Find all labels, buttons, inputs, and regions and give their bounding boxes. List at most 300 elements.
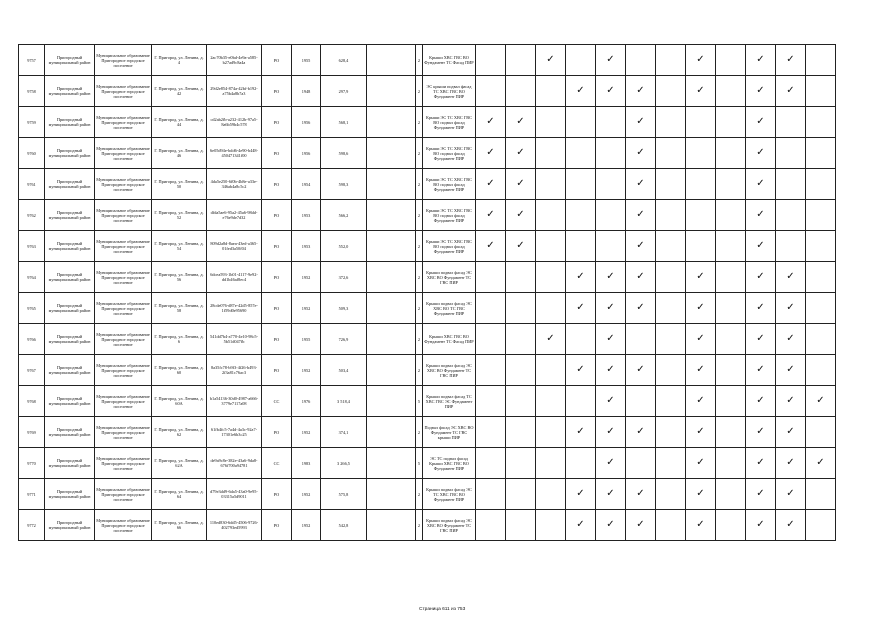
check-mark-icon: ✓ xyxy=(636,147,645,158)
check-mark-icon: ✓ xyxy=(786,333,795,344)
work-check-cell xyxy=(656,510,686,541)
floors-cell: 5 xyxy=(416,386,423,417)
work-check-cell xyxy=(776,448,806,479)
work-check-cell xyxy=(776,324,806,355)
work-check-cell xyxy=(536,386,566,417)
district-cell: Пригородный муниципальный район xyxy=(45,262,95,293)
works-cell: ЭС ТС подвал фасад Крыши ХВС ГВС ВО Фундамент ПИР xyxy=(423,448,476,479)
table-row xyxy=(19,45,836,76)
house-id-cell: dfda5ae6-95a2-45a6-98dd-e76e9de7d32 xyxy=(207,200,262,231)
work-check-cell xyxy=(626,355,656,386)
work-check-cell xyxy=(686,45,716,76)
work-check-cell xyxy=(506,324,536,355)
work-check-cell xyxy=(476,45,506,76)
address-cell: Г. Пригород, ул. Ленина, д. 62 xyxy=(152,417,207,448)
work-check-cell xyxy=(806,355,836,386)
housing-table xyxy=(18,44,836,541)
table-row xyxy=(19,262,836,293)
work-check-cell xyxy=(746,324,776,355)
work-check-cell xyxy=(806,231,836,262)
blank-cell xyxy=(367,417,416,448)
work-check-cell xyxy=(566,76,596,107)
work-check-cell xyxy=(566,107,596,138)
area-cell: 628,4 xyxy=(321,45,367,76)
check-mark-icon: ✓ xyxy=(786,271,795,282)
year-cell: 1953 xyxy=(292,231,321,262)
check-mark-icon: ✓ xyxy=(606,54,615,65)
house-id-cell: 8a35fc78-b9f3-4f26-b493-2f3a81c76ac3 xyxy=(207,355,262,386)
work-check-cell xyxy=(596,107,626,138)
district-cell: Пригородный муниципальный район xyxy=(45,386,95,417)
wall-material-cell: РО xyxy=(262,169,292,200)
work-check-cell xyxy=(626,417,656,448)
work-check-cell xyxy=(596,510,626,541)
row-number: 9759 xyxy=(19,107,45,138)
work-check-cell xyxy=(476,138,506,169)
area-cell: 566,2 xyxy=(321,200,367,231)
work-check-cell xyxy=(506,479,536,510)
floors-cell: 2 xyxy=(416,479,423,510)
check-mark-icon: ✓ xyxy=(576,519,585,530)
work-check-cell xyxy=(536,76,566,107)
work-check-cell xyxy=(806,138,836,169)
check-mark-icon: ✓ xyxy=(636,426,645,437)
check-mark-icon: ✓ xyxy=(696,302,705,313)
settlement-cell: Муниципальное образование Пригородное городское поселение xyxy=(95,510,152,541)
check-mark-icon: ✓ xyxy=(696,54,705,65)
row-number: 9771 xyxy=(19,479,45,510)
floors-cell: 2 xyxy=(416,262,423,293)
address-cell: Г. Пригород, ул. Ленина, д. 58 xyxy=(152,293,207,324)
work-check-cell xyxy=(476,107,506,138)
work-check-cell xyxy=(656,293,686,324)
check-mark-icon: ✓ xyxy=(606,271,615,282)
work-check-cell xyxy=(746,169,776,200)
wall-material-cell: РО xyxy=(262,76,292,107)
address-cell: Г. Пригород, ул. Ленина, д. 64 xyxy=(152,479,207,510)
table-row xyxy=(19,231,836,262)
work-check-cell xyxy=(536,293,566,324)
work-check-cell xyxy=(626,76,656,107)
district-cell: Пригородный муниципальный район xyxy=(45,231,95,262)
work-check-cell xyxy=(566,479,596,510)
work-check-cell xyxy=(506,200,536,231)
work-check-cell xyxy=(536,200,566,231)
check-mark-icon: ✓ xyxy=(786,302,795,313)
work-check-cell xyxy=(596,262,626,293)
work-check-cell xyxy=(806,510,836,541)
row-number: 9768 xyxy=(19,386,45,417)
page-footer: Страница 611 из 753 xyxy=(419,607,466,612)
work-check-cell xyxy=(626,324,656,355)
address-cell: Г. Пригород, ул. Ленина, д. 46 xyxy=(152,138,207,169)
work-check-cell xyxy=(506,386,536,417)
address-cell: Г. Пригород, ул. Ленина, д. 42 xyxy=(152,76,207,107)
check-mark-icon: ✓ xyxy=(696,271,705,282)
work-check-cell xyxy=(776,76,806,107)
works-cell: Крыши подвал фасад ТС ХВС ГВС ЭС Фундамент ПИР xyxy=(423,386,476,417)
floors-cell: 2 xyxy=(416,417,423,448)
work-check-cell xyxy=(656,200,686,231)
work-check-cell xyxy=(476,293,506,324)
floors-cell: 2 xyxy=(416,107,423,138)
work-check-cell xyxy=(806,107,836,138)
work-check-cell xyxy=(536,45,566,76)
work-check-cell xyxy=(566,293,596,324)
work-check-cell xyxy=(746,448,776,479)
works-cell: Крыши подвал фасад ЭС ХВС ВО Фундамент ТС ГВС ПИР xyxy=(423,355,476,386)
work-check-cell xyxy=(536,324,566,355)
floors-cell: 2 xyxy=(416,510,423,541)
address-cell: Г. Пригород, ул. Ленина, д. 54 xyxy=(152,231,207,262)
floors-cell: 2 xyxy=(416,293,423,324)
work-check-cell xyxy=(746,355,776,386)
work-check-cell xyxy=(716,76,746,107)
floors-cell: 2 xyxy=(416,231,423,262)
table-row xyxy=(19,324,836,355)
settlement-cell: Муниципальное образование Пригородное городское поселение xyxy=(95,417,152,448)
work-check-cell xyxy=(536,417,566,448)
table-row xyxy=(19,138,836,169)
settlement-cell: Муниципальное образование Пригородное городское поселение xyxy=(95,386,152,417)
wall-material-cell: РО xyxy=(262,231,292,262)
work-check-cell xyxy=(476,510,506,541)
check-mark-icon: ✓ xyxy=(636,302,645,313)
row-number: 9764 xyxy=(19,262,45,293)
work-check-cell xyxy=(776,200,806,231)
district-cell: Пригородный муниципальный район xyxy=(45,448,95,479)
floors-cell: 5 xyxy=(416,448,423,479)
work-check-cell xyxy=(776,355,806,386)
blank-cell xyxy=(367,107,416,138)
check-mark-icon: ✓ xyxy=(756,333,765,344)
district-cell: Пригородный муниципальный район xyxy=(45,169,95,200)
check-mark-icon: ✓ xyxy=(516,240,525,251)
blank-cell xyxy=(367,169,416,200)
district-cell: Пригородный муниципальный район xyxy=(45,200,95,231)
blank-cell xyxy=(367,355,416,386)
work-check-cell xyxy=(716,107,746,138)
check-mark-icon: ✓ xyxy=(696,364,705,375)
area-cell: 503,4 xyxy=(321,355,367,386)
work-check-cell xyxy=(566,355,596,386)
house-id-cell: 6e05d94e-bdd6-4e90-b448-450471341f00 xyxy=(207,138,262,169)
house-id-cell: 110ed830-6dd5-4506-9726-402793ed5993 xyxy=(207,510,262,541)
work-check-cell xyxy=(596,448,626,479)
settlement-cell: Муниципальное образование Пригородное городское поселение xyxy=(95,200,152,231)
house-id-cell: cd2ab2fb-a232-412b-97a5-8a6b59b4c578 xyxy=(207,107,262,138)
check-mark-icon: ✓ xyxy=(756,488,765,499)
work-check-cell xyxy=(716,45,746,76)
work-check-cell xyxy=(776,262,806,293)
works-cell: Подвал фасад ЭС ХВС ВО Фундамент ТС ГВС крыши ПИР xyxy=(423,417,476,448)
check-mark-icon: ✓ xyxy=(486,116,495,127)
wall-material-cell: РО xyxy=(262,293,292,324)
work-check-cell xyxy=(536,479,566,510)
work-check-cell xyxy=(596,76,626,107)
wall-material-cell: РО xyxy=(262,45,292,76)
work-check-cell xyxy=(656,448,686,479)
work-check-cell xyxy=(566,200,596,231)
check-mark-icon: ✓ xyxy=(516,178,525,189)
check-mark-icon: ✓ xyxy=(636,364,645,375)
check-mark-icon: ✓ xyxy=(756,364,765,375)
address-cell: Г. Пригород, ул. Ленина, д. 52 xyxy=(152,200,207,231)
check-mark-icon: ✓ xyxy=(816,395,825,406)
work-check-cell xyxy=(476,169,506,200)
house-id-cell: b1a54136-30d0-4987-a666-3779e7117a08 xyxy=(207,386,262,417)
works-cell: Крыши ЭС ТС ХВС ГВС ВО подвал фасад Фундамент ПИР xyxy=(423,169,476,200)
check-mark-icon: ✓ xyxy=(606,395,615,406)
work-check-cell xyxy=(806,169,836,200)
blank-cell xyxy=(367,448,416,479)
check-mark-icon: ✓ xyxy=(696,426,705,437)
blank-cell xyxy=(367,510,416,541)
check-mark-icon: ✓ xyxy=(756,426,765,437)
row-number: 9772 xyxy=(19,510,45,541)
work-check-cell xyxy=(716,479,746,510)
floors-cell: 2 xyxy=(416,324,423,355)
work-check-cell xyxy=(716,138,746,169)
work-check-cell xyxy=(656,417,686,448)
settlement-cell: Муниципальное образование Пригородное городское поселение xyxy=(95,107,152,138)
table-row xyxy=(19,107,836,138)
year-cell: 1955 xyxy=(292,45,321,76)
wall-material-cell: РО xyxy=(262,138,292,169)
settlement-cell: Муниципальное образование Пригородное городское поселение xyxy=(95,262,152,293)
wall-material-cell: РО xyxy=(262,417,292,448)
work-check-cell xyxy=(536,510,566,541)
work-check-cell xyxy=(806,448,836,479)
works-cell: Крыши подвал фасад ЭС ХВС ВО Фундамент ТС ГВС ПИР xyxy=(423,262,476,293)
work-check-cell xyxy=(506,355,536,386)
work-check-cell xyxy=(776,293,806,324)
works-cell: Крыши ХВС ГВС ВО Фундамент ТС Фасад ПИР xyxy=(423,45,476,76)
check-mark-icon: ✓ xyxy=(576,426,585,437)
check-mark-icon: ✓ xyxy=(786,519,795,530)
work-check-cell xyxy=(566,169,596,200)
check-mark-icon: ✓ xyxy=(516,209,525,220)
work-check-cell xyxy=(596,386,626,417)
row-number: 9765 xyxy=(19,293,45,324)
work-check-cell xyxy=(776,107,806,138)
work-check-cell xyxy=(656,231,686,262)
work-check-cell xyxy=(536,107,566,138)
check-mark-icon: ✓ xyxy=(786,457,795,468)
work-check-cell xyxy=(566,417,596,448)
work-check-cell xyxy=(716,293,746,324)
year-cell: 1952 xyxy=(292,417,321,448)
work-check-cell xyxy=(776,417,806,448)
check-mark-icon: ✓ xyxy=(486,240,495,251)
work-check-cell xyxy=(566,138,596,169)
check-mark-icon: ✓ xyxy=(786,364,795,375)
work-check-cell xyxy=(806,45,836,76)
work-check-cell xyxy=(626,169,656,200)
settlement-cell: Муниципальное образование Пригородное городское поселение xyxy=(95,448,152,479)
work-check-cell xyxy=(716,510,746,541)
check-mark-icon: ✓ xyxy=(636,240,645,251)
work-check-cell xyxy=(686,386,716,417)
work-check-cell xyxy=(776,138,806,169)
row-number: 9758 xyxy=(19,76,45,107)
check-mark-icon: ✓ xyxy=(576,488,585,499)
work-check-cell xyxy=(566,262,596,293)
blank-cell xyxy=(367,231,416,262)
work-check-cell xyxy=(776,479,806,510)
work-check-cell xyxy=(686,417,716,448)
floors-cell: 2 xyxy=(416,355,423,386)
house-id-cell: de9a9c8e-382e-43a6-9da8-676f700a94781 xyxy=(207,448,262,479)
house-id-cell: 541dd7b4-a770-4e10-98c5-5b51d047fb xyxy=(207,324,262,355)
table-row xyxy=(19,200,836,231)
work-check-cell xyxy=(686,107,716,138)
works-cell: Крыши подвал фасад ЭС ТС ХВС ГВС ВО Фундамент ПИР xyxy=(423,479,476,510)
blank-cell xyxy=(367,262,416,293)
row-number: 9763 xyxy=(19,231,45,262)
work-check-cell xyxy=(596,169,626,200)
work-check-cell xyxy=(566,45,596,76)
work-check-cell xyxy=(716,417,746,448)
check-mark-icon: ✓ xyxy=(576,85,585,96)
table-row xyxy=(19,479,836,510)
area-cell: 542,8 xyxy=(321,510,367,541)
wall-material-cell: РО xyxy=(262,200,292,231)
work-check-cell xyxy=(536,138,566,169)
row-number: 9766 xyxy=(19,324,45,355)
check-mark-icon: ✓ xyxy=(576,271,585,282)
check-mark-icon: ✓ xyxy=(606,302,615,313)
work-check-cell xyxy=(806,200,836,231)
house-id-cell: 61fb4fc5-7a4d-4a3c-92a7-17301e6b3c25 xyxy=(207,417,262,448)
blank-cell xyxy=(367,200,416,231)
work-check-cell xyxy=(656,76,686,107)
work-check-cell xyxy=(626,386,656,417)
row-number: 9762 xyxy=(19,200,45,231)
blank-cell xyxy=(367,138,416,169)
work-check-cell xyxy=(596,324,626,355)
work-check-cell xyxy=(806,76,836,107)
check-mark-icon: ✓ xyxy=(546,333,555,344)
table-row xyxy=(19,386,836,417)
work-check-cell xyxy=(746,293,776,324)
work-check-cell xyxy=(746,386,776,417)
check-mark-icon: ✓ xyxy=(786,54,795,65)
floors-cell: 2 xyxy=(416,138,423,169)
check-mark-icon: ✓ xyxy=(636,271,645,282)
work-check-cell xyxy=(476,417,506,448)
floors-cell: 2 xyxy=(416,200,423,231)
check-mark-icon: ✓ xyxy=(756,116,765,127)
row-number: 9767 xyxy=(19,355,45,386)
area-cell: 598,3 xyxy=(321,169,367,200)
district-cell: Пригородный муниципальный район xyxy=(45,45,95,76)
work-check-cell xyxy=(506,417,536,448)
work-check-cell xyxy=(776,231,806,262)
table-row xyxy=(19,510,836,541)
work-check-cell xyxy=(596,138,626,169)
settlement-cell: Муниципальное образование Пригородное городское поселение xyxy=(95,76,152,107)
check-mark-icon: ✓ xyxy=(606,333,615,344)
work-check-cell xyxy=(536,448,566,479)
address-cell: Г. Пригород, ул. Ленина, д. 66 xyxy=(152,510,207,541)
check-mark-icon: ✓ xyxy=(696,333,705,344)
work-check-cell xyxy=(776,45,806,76)
work-check-cell xyxy=(686,510,716,541)
work-check-cell xyxy=(746,510,776,541)
row-number: 9757 xyxy=(19,45,45,76)
check-mark-icon: ✓ xyxy=(756,240,765,251)
work-check-cell xyxy=(506,169,536,200)
district-cell: Пригородный муниципальный район xyxy=(45,479,95,510)
address-cell: Г. Пригород, ул. Ленина, д. 44 xyxy=(152,107,207,138)
work-check-cell xyxy=(746,138,776,169)
work-check-cell xyxy=(506,510,536,541)
work-check-cell xyxy=(626,293,656,324)
district-cell: Пригородный муниципальный район xyxy=(45,510,95,541)
district-cell: Пригородный муниципальный район xyxy=(45,138,95,169)
year-cell: 1952 xyxy=(292,510,321,541)
address-cell: Г. Пригород, ул. Ленина, д. 50 xyxy=(152,169,207,200)
year-cell: 1956 xyxy=(292,107,321,138)
work-check-cell xyxy=(506,262,536,293)
work-check-cell xyxy=(716,200,746,231)
work-check-cell xyxy=(806,262,836,293)
work-check-cell xyxy=(806,324,836,355)
check-mark-icon: ✓ xyxy=(756,209,765,220)
work-check-cell xyxy=(776,386,806,417)
check-mark-icon: ✓ xyxy=(636,519,645,530)
work-check-cell xyxy=(776,510,806,541)
work-check-cell xyxy=(746,107,776,138)
work-check-cell xyxy=(566,324,596,355)
check-mark-icon: ✓ xyxy=(606,364,615,375)
work-check-cell xyxy=(746,417,776,448)
blank-cell xyxy=(367,386,416,417)
check-mark-icon: ✓ xyxy=(756,147,765,158)
wall-material-cell: РО xyxy=(262,262,292,293)
work-check-cell xyxy=(596,293,626,324)
house-id-cell: 2ac70b35-e0bd-4e9a-a585-b27ad9c8a4a xyxy=(207,45,262,76)
work-check-cell xyxy=(536,355,566,386)
table-row xyxy=(19,355,836,386)
settlement-cell: Муниципальное образование Пригородное городское поселение xyxy=(95,138,152,169)
work-check-cell xyxy=(626,231,656,262)
settlement-cell: Муниципальное образование Пригородное городское поселение xyxy=(95,324,152,355)
blank-cell xyxy=(367,479,416,510)
works-cell: Крыши ХВС ГВС ВО Фундамент ТС Фасад ПИР xyxy=(423,324,476,355)
wall-material-cell: РО xyxy=(262,510,292,541)
work-check-cell xyxy=(596,417,626,448)
settlement-cell: Муниципальное образование Пригородное городское поселение xyxy=(95,45,152,76)
work-check-cell xyxy=(746,231,776,262)
work-check-cell xyxy=(686,355,716,386)
floors-cell: 2 xyxy=(416,169,423,200)
work-check-cell xyxy=(506,107,536,138)
work-check-cell xyxy=(746,76,776,107)
work-check-cell xyxy=(626,479,656,510)
work-check-cell xyxy=(656,138,686,169)
work-check-cell xyxy=(476,262,506,293)
check-mark-icon: ✓ xyxy=(756,395,765,406)
works-cell: Крыши ЭС ТС ХВС ГВС ВО подвал фасад Фундамент ПИР xyxy=(423,200,476,231)
row-number: 9760 xyxy=(19,138,45,169)
work-check-cell xyxy=(686,231,716,262)
work-check-cell xyxy=(506,45,536,76)
area-cell: 598,6 xyxy=(321,138,367,169)
check-mark-icon: ✓ xyxy=(636,209,645,220)
work-check-cell xyxy=(746,262,776,293)
